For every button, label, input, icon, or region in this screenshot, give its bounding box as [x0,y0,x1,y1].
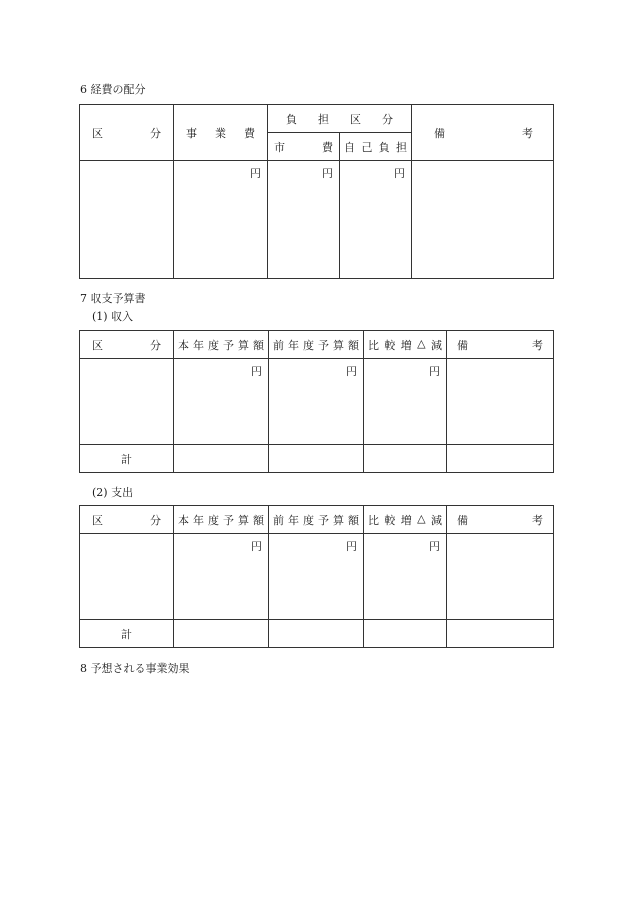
unit-yen: 円 [174,359,269,445]
header-jigyouhi: 事 業 費 [174,105,268,161]
header-previous-budget: 前 年 度 予 算 額 [269,506,364,534]
header-biko: 備 考 [447,506,554,534]
total-label: 計 [80,620,174,648]
header-previous-budget: 前 年 度 予 算 額 [269,331,364,359]
unit-yen: 円 [340,161,412,279]
section-8-heading: 8 予想される事業効果 [80,662,190,675]
table-row [80,161,554,279]
total-current [174,445,269,473]
unit-yen: 円 [269,534,364,620]
total-label: 計 [80,445,174,473]
header-diff: 比 較 増 △ 減 [364,506,447,534]
total-previous [269,620,364,648]
total-diff [364,445,447,473]
unit-yen: 円 [174,534,269,620]
total-diff [364,620,447,648]
cell-biko [447,359,554,445]
header-shi: 市 費 [268,133,340,161]
cell-biko [412,161,554,279]
section-6-heading: 6 経費の配分 [80,83,146,96]
cell-biko [447,534,554,620]
header-biko: 備 考 [447,331,554,359]
header-kubun: 区 分 [80,331,174,359]
expense-table [79,505,554,648]
header-kubun: 区 分 [80,105,174,161]
unit-yen: 円 [174,161,268,279]
unit-yen: 円 [269,359,364,445]
total-biko [447,620,554,648]
total-previous [269,445,364,473]
header-jiko-futan: 自 己 負 担 [340,133,412,161]
cell-kubun [80,161,174,279]
unit-yen: 円 [364,359,447,445]
total-biko [447,445,554,473]
income-heading: (1) 収入 [92,310,134,323]
cost-allocation-table [79,104,554,279]
income-table [79,330,554,473]
table-row [80,534,554,620]
header-futan-kubun: 負 担 区 分 [268,105,412,133]
header-current-budget: 本 年 度 予 算 額 [174,506,269,534]
cell-kubun [80,534,174,620]
total-row [80,620,554,648]
total-row [80,445,554,473]
total-current [174,620,269,648]
header-biko: 備 考 [412,105,554,161]
cell-kubun [80,359,174,445]
header-kubun: 区 分 [80,506,174,534]
unit-yen: 円 [364,534,447,620]
unit-yen: 円 [268,161,340,279]
section-7-heading: 7 収支予算書 [80,292,146,305]
expense-heading: (2) 支出 [92,486,134,499]
table-row [80,359,554,445]
header-diff: 比 較 増 △ 減 [364,331,447,359]
header-current-budget: 本 年 度 予 算 額 [174,331,269,359]
